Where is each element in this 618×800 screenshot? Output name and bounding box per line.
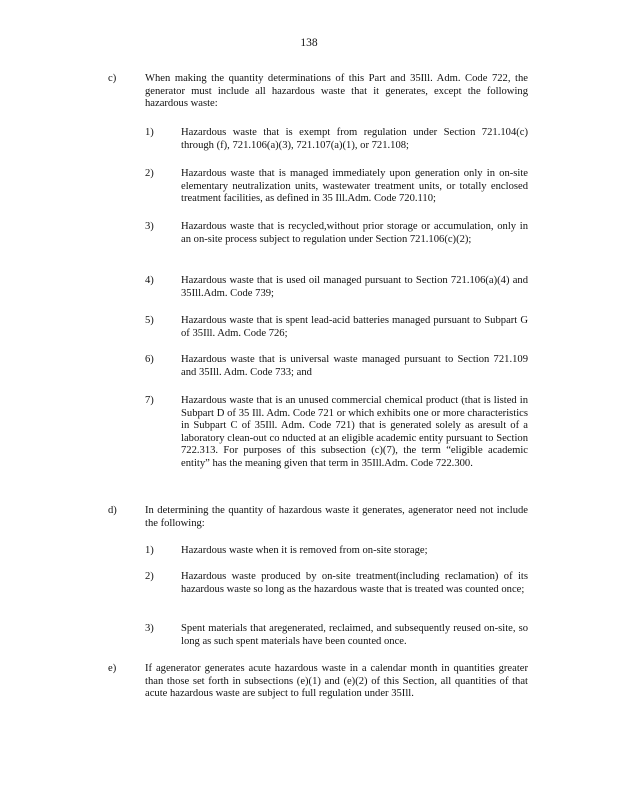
item-text-c6: Hazardous waste that is universal waste managed pursuant to Section 721.109 and 35Ill. Adm. Code 733; and bbox=[181, 354, 528, 378]
item-marker-c3: 3) bbox=[145, 221, 154, 232]
section-d-text: In determining the quantity of hazardous waste it generates, agenerator need not include the following: bbox=[145, 505, 528, 529]
section-marker-c: c) bbox=[108, 73, 117, 84]
section-e-text: If agenerator generates acute hazardous waste in a calendar month in quantities greater than those set forth in subsections (e)(1) and (e)(2) of this Section, all quantities of that acute hazardous waste are subject to full regulation under 35Ill. bbox=[145, 663, 528, 700]
item-marker-c4: 4) bbox=[145, 275, 154, 286]
section-marker-e: e) bbox=[108, 663, 117, 674]
item-marker-c6: 6) bbox=[145, 354, 154, 365]
item-marker-c7: 7) bbox=[145, 395, 154, 406]
item-text-c2: Hazardous waste that is managed immediately upon generation only in on-site elementary neutralization units, wastewater treatment units, or totally enclosed treatment facilities, as defined in 35 Ill.Adm. Code 720.110; bbox=[181, 168, 528, 205]
item-marker-c2: 2) bbox=[145, 168, 154, 179]
item-text-c3: Hazardous waste that is recycled,without prior storage or accumulation, only in an on-site process subject to regulation under Section 721.106(c)(2); bbox=[181, 221, 528, 245]
item-marker-c1: 1) bbox=[145, 127, 154, 138]
item-text-c4: Hazardous waste that is used oil managed pursuant to Section 721.106(a)(4) and 35Ill.Adm. Code 739; bbox=[181, 275, 528, 299]
page-number: 138 bbox=[300, 37, 318, 49]
item-text-d3: Spent materials that aregenerated, reclaimed, and subsequently reused on-site, so long as such spent materials have been counted once. bbox=[181, 623, 528, 647]
item-text-c5: Hazardous waste that is spent lead-acid batteries managed pursuant to Subpart G of 35Ill. Adm. Code 726; bbox=[181, 315, 528, 339]
item-marker-d2: 2) bbox=[145, 571, 154, 582]
item-text-d1: Hazardous waste when it is removed from on-site storage; bbox=[181, 545, 428, 556]
item-marker-d1: 1) bbox=[145, 545, 154, 556]
item-text-c7: Hazardous waste that is an unused commercial chemical product (that is listed in Subpart D of 35 Ill. Adm. Code 721 or which exhibits one or more characteristics in Subpart C of 35Ill. Adm. Code 721) that is generated solely as aresult of a laboratory clean-out co nducted at an eligible academic entity pursuant to Section 722.313. For purposes of this subsection (c)(7), the term “eligible academic entity” has the meaning given that term in 35Ill.Adm. Code 722.300. bbox=[181, 395, 528, 469]
item-marker-c5: 5) bbox=[145, 315, 154, 326]
item-text-c1: Hazardous waste that is exempt from regulation under Section 721.104(c) through (f), 721.106(a)(3), 721.107(a)(1), or 721.108; bbox=[181, 127, 528, 151]
section-marker-d: d) bbox=[108, 505, 117, 516]
item-marker-d3: 3) bbox=[145, 623, 154, 634]
section-c-text: When making the quantity determinations of this Part and 35Ill. Adm. Code 722, the generator must include all hazardous waste that it generates, except the following hazardous waste: bbox=[145, 73, 528, 110]
item-text-d2: Hazardous waste produced by on-site treatment(including reclamation) of its hazardous waste so long as the hazardous waste that is treated was counted once; bbox=[181, 571, 528, 595]
